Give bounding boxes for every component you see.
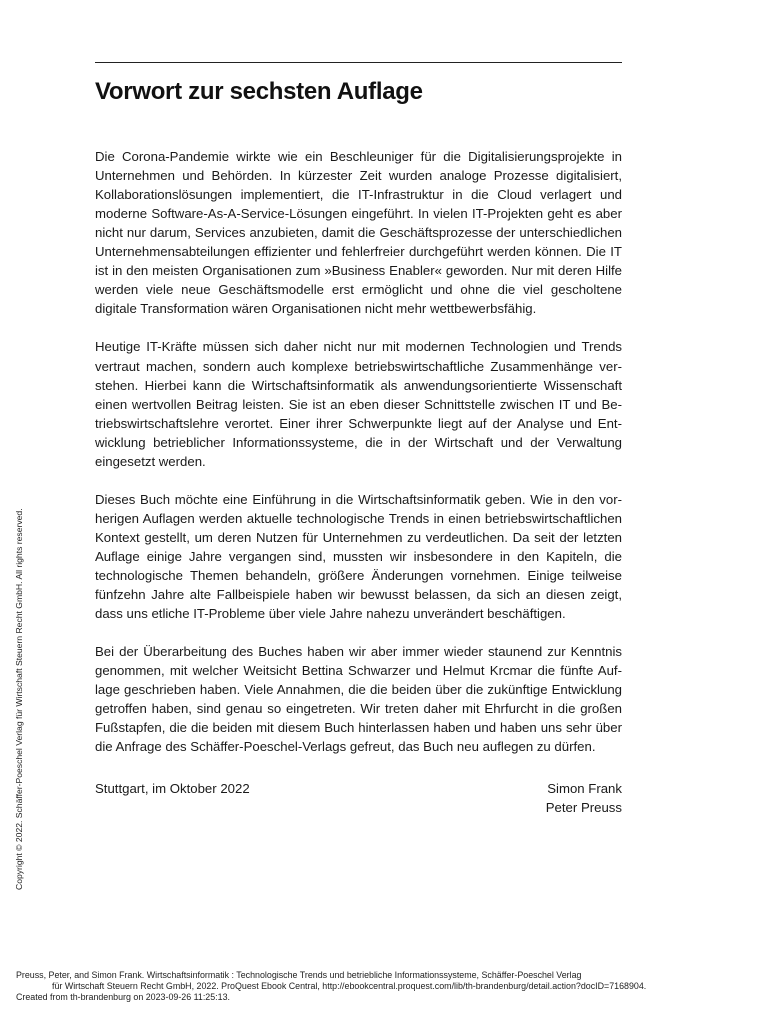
citation-line-2: für Wirtschaft Steuern Recht GmbH, 2022. ProQuest Ebook Central, http://ebookcentral.proquest.com/lib/th-brandenburg/detail.action?docID=7168904.: [52, 981, 647, 991]
paragraph-3: Dieses Buch möchte eine Einführung in die Wirtschaftsinformatik geben. Wie in den vorherigen Auflagen werden aktuelle technologische Trends in einen betriebswirtschaftlichen Kontext gestellt, um deren Nutzen für Unternehmen zu verdeutlichen. Da seit der letzten Auflage einige Jahre vergangen sind, mussten wir insbesondere in den Kapiteln, die technologische Themen behandeln, größere Änderungen vornehmen. Einige teilweise fünfzehn Jahre alte Fallbeispiele haben wir bewusst belassen, da sich an diesen zeigt, dass uns etliche IT-Probleme über viele Jahre nahezu unverändert beschäftigen.: [95, 491, 622, 622]
citation-line-3: Created from th-brandenburg on 2023-09-26 11:25:13.: [16, 992, 230, 1002]
preface-body: [95, 147, 622, 776]
author-name: Simon Frank: [547, 781, 622, 796]
author-list: [546, 779, 622, 817]
place-date: Stuttgart, im Oktober 2022: [95, 781, 250, 796]
paragraph-4: Bei der Überarbeitung des Buches haben wir aber immer wieder staunend zur Kenntnis genommen, mit welcher Weitsicht Bettina Schwarzer und Helmut Krcmar die fünfte Auflage geschrieben haben. Viele Annahmen, die die beiden über die zukünftige Entwicklung getroffen haben, sind genau so eingetreten. Wir treten daher mit Ehrfurcht in die großen Fußstapfen, die die beiden mit diesem Buch hinterlassen haben und haben uns sehr über die Anfrage des Schäffer-Poeschel-Verlags gefreut, das Buch neu auflegen zu dürfen.: [95, 644, 622, 755]
copyright-notice: Copyright © 2022. Schäffer-Poeschel Verlag für Wirtschaft Steuern Recht GmbH. All rights reserved.: [14, 508, 24, 890]
paragraph-1: Die Corona-Pandemie wirkte wie ein Beschleuniger für die Digitalisierungsprojekte in Unternehmen und Behörden. In kürzester Zeit wurden analoge Prozesse digitalisiert, Kollaborationslösungen implementiert, die IT-Infrastruktur in die Cloud verlagert und moderne Software-As-A-Service-Lösungen eingeführt. In vielen IT-Projekten geht es aber nicht nur darum, Services anzubieten, damit die Geschäftsprozesse der unterschiedlichen Unternehmensabteilungen effizienter und fehlerfreier durchgeführt werden können. Die IT ist in den meisten Organisationen zum »Business Enabler« geworden. Nur mit deren Hilfe werden viele neue Geschäftsmodelle erst ermöglicht und ohne die viel gescholtene digitale Transformation wären Organisationen nicht mehr wettbewerbsfähig.: [95, 149, 622, 317]
citation-line-1: Preuss, Peter, and Simon Frank. Wirtschaftsinformatik : Technologische Trends und betriebliche Informationssysteme, Schäffer-Poeschel Verlag: [16, 970, 582, 980]
citation-footer: [16, 970, 756, 1003]
author-name: Peter Preuss: [545, 800, 622, 816]
top-rule: [95, 62, 622, 63]
page-title: Vorwort zur sechsten Auflage: [95, 78, 423, 105]
paragraph-2: Heutige IT-Kräfte müssen sich daher nicht nur mit modernen Technologien und Trends vertraut machen, sondern auch komplexe betriebswirtschaftliche Zusammenhänge verstehen. Hierbei kann die Wirtschaftsinformatik als anwendungsorientierte Wissenschaft einen wertvollen Beitrag leisten. Sie ist an eben dieser Schnittstelle zwischen IT und Betriebswirtschaftslehre verortet. Einer ihrer Schwerpunkte liegt auf der Analyse und Entwicklung betrieblicher Informationssysteme, die in der Wirtschaft und der Verwaltung eingesetzt werden.: [95, 339, 622, 469]
